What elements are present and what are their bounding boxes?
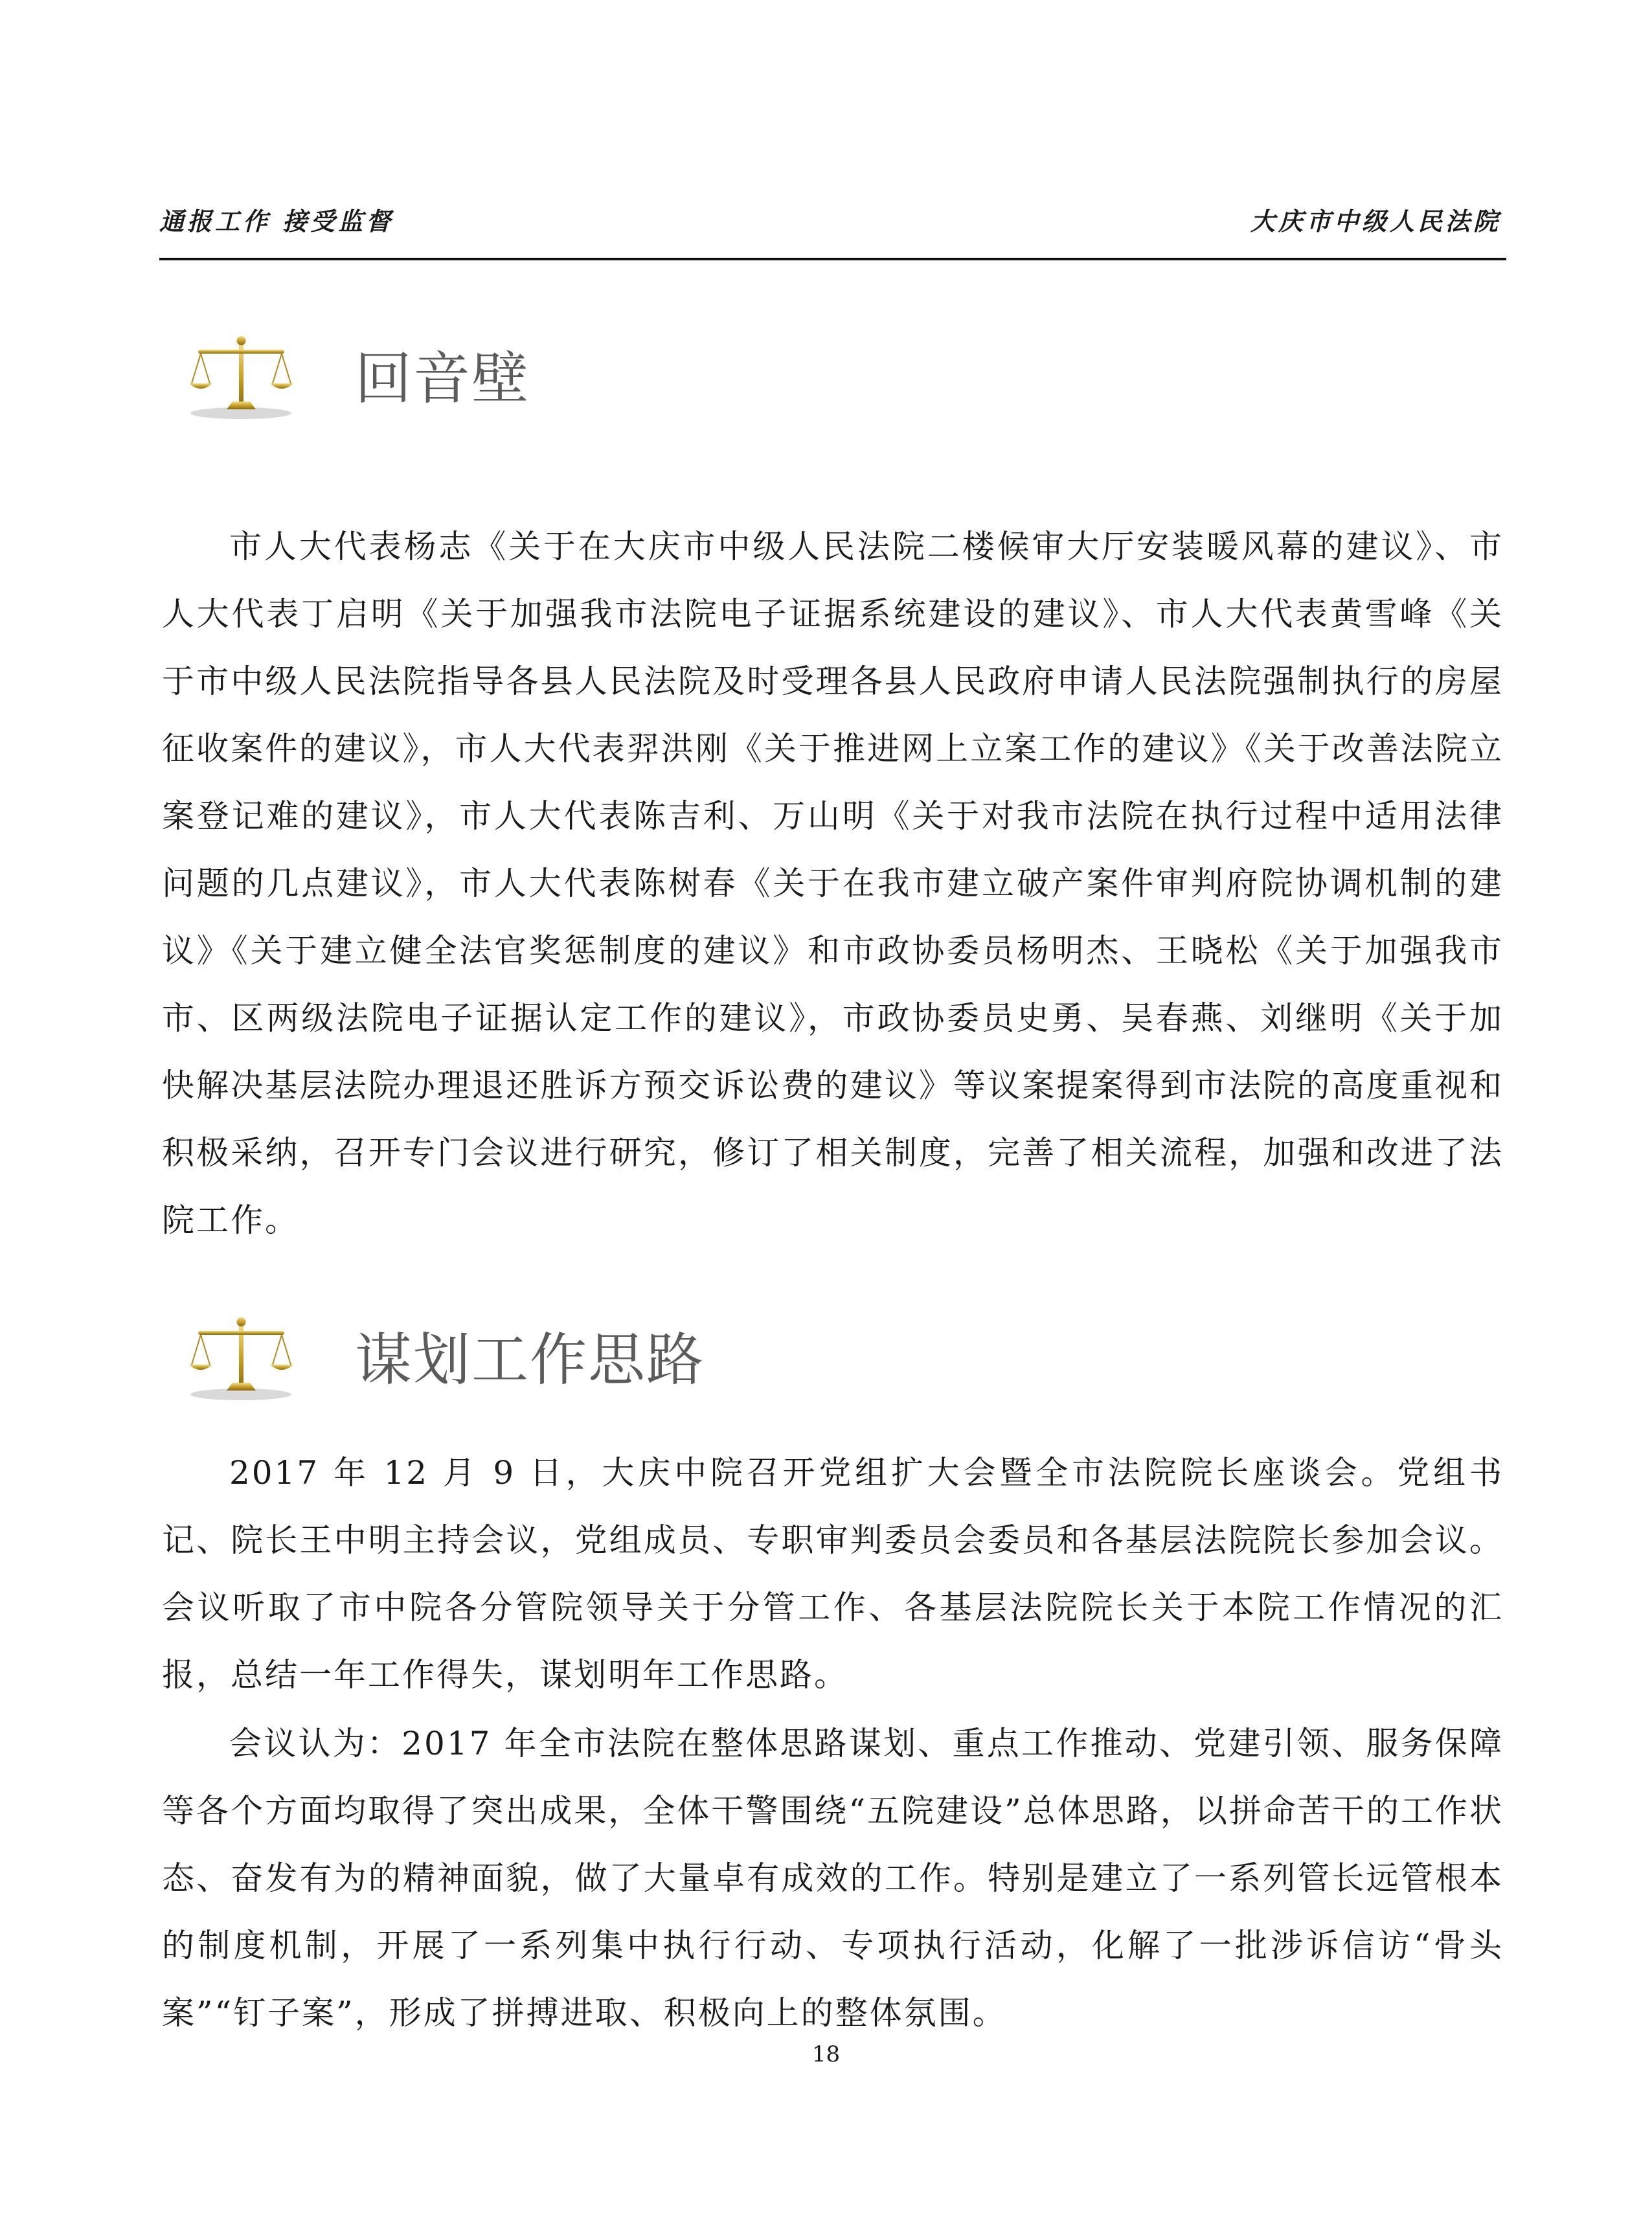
- scales-of-justice-icon: [188, 1312, 295, 1409]
- section-title: 谋划工作思路: [355, 1326, 705, 1393]
- paragraph: 2017 年 12 月 9 日，大庆中院召开党组扩大会暨全市法院院长座谈会。党组书记、院长王中明主持会议，党组成员、专职审判委员会委员和各基层法院院长参加会议。会议听取了市中院各分管院领导关于分管工作、各基层法院院长关于本院工作情况的汇报，总结一年工作得失，谋划明年工作思路。: [162, 1454, 1504, 1694]
- section-title: 回音壁: [355, 345, 530, 412]
- header-court-name: 大庆市中级人民法院: [1250, 207, 1501, 236]
- paragraph: 会议认为：2017 年全市法院在整体思路谋划、重点工作推动、党建引领、服务保障等各个方面均取得了突出成果，全体干警围绕“五院建设”总体思路，以拼命苦干的工作状态、奋发有为的精神面貌，做了大量卓有成效的工作。特别是建立了一系列管长远管根本的制度机制，开展了一系列集中执行行动、专项执行活动，化解了一批涉诉信访“骨头案”“钉子案”，形成了拼搏进取、积极向上的整体氛围。: [162, 1725, 1504, 2032]
- paragraph: 市人大代表杨志《关于在大庆市中级人民法院二楼候审大厅安装暖风幕的建议》、市人大代表丁启明《关于加强我市法院电子证据系统建设的建议》、市人大代表黄雪峰《关于市中级人民法院指导各县人民法院及时受理各县人民政府申请人民法院强制执行的房屋征收案件的建议》，市人大代表羿洪刚《关于推进网上立案工作的建议》《关于改善法院立案登记难的建议》，市人大代表陈吉利、万山明《关于对我市法院在执行过程中适用法律问题的几点建议》，市人大代表陈树春《关于在我市建立破产案件审判府院协调机制的建议》《关于建立健全法官奖惩制度的建议》和市政协委员杨明杰、王晓松《关于加强我市市、区两级法院电子证据认定工作的建议》，市政协委员史勇、吴春燕、刘继明《关于加快解决基层法院办理退还胜诉方预交诉讼费的建议》等议案提案得到市法院的高度重视和积极采纳，召开专门会议进行研究，修订了相关制度，完善了相关流程，加强和改进了法院工作。: [162, 528, 1504, 1239]
- page-header: [159, 206, 1506, 262]
- scales-of-justice-icon: [188, 330, 295, 427]
- page-number: 18: [811, 2041, 841, 2067]
- header-divider: [159, 258, 1506, 260]
- section-heading-echo-wall: [188, 330, 1159, 434]
- header-slogan: 通报工作 接受监督: [159, 207, 394, 236]
- section-heading-work-plan: [188, 1312, 1159, 1415]
